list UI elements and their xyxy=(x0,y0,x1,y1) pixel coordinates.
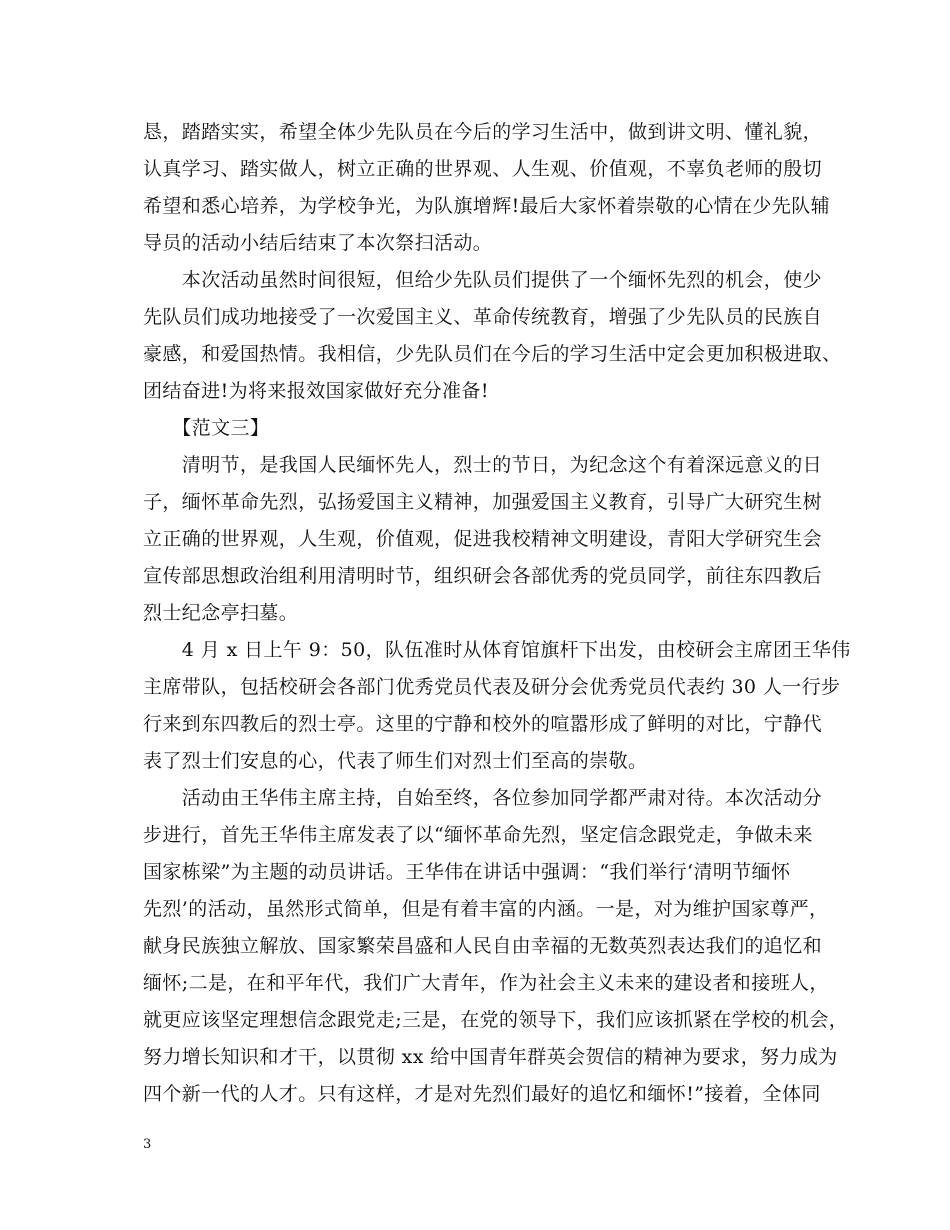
text-line: 国家栋梁”为主题的动员讲话。王华伟在讲话中强调：“我们举行‘清明节缅怀 xyxy=(143,861,791,883)
text-line: 豪感，和爱国热情。我相信，少先队员们在今后的学习生活中定会更加积极进取、 xyxy=(143,343,842,365)
text-line: 4 月 x 日上午 9：50，队伍准时从体育馆旗杆下出发，由校研会主席团王华伟 xyxy=(143,639,851,661)
text-line: 宣传部思想政治组利用清明时节，组织研会各部优秀的党员同学，前往东四教后 xyxy=(143,565,823,587)
text-line: 表了烈士们安息的心，代表了师生们对烈士们至高的崇敬。 xyxy=(143,750,648,772)
text-line: 努力增长知识和才干，以贯彻 xx 给中国青年群英会贺信的精神为要求，努力成为 xyxy=(143,1046,838,1068)
text-line: 行来到东四教后的烈士亭。这里的宁静和校外的喧嚣形成了鲜明的对比，宁静代 xyxy=(143,713,823,735)
text-line: 子，缅怀革命先烈，弘扬爱国主义精神，加强爱国主义教育，引导广大研究生树 xyxy=(143,491,823,513)
text-line: 导员的活动小结后结束了本次祭扫活动。 xyxy=(143,232,493,254)
text-line: 团结奋进!为将来报效国家做好充分准备! xyxy=(143,380,489,402)
page-number: 3 xyxy=(143,1137,152,1152)
text-line: 立正确的世界观，人生观，价值观，促进我校精神文明建设，青阳大学研究生会 xyxy=(143,528,823,550)
text-line: 先队员们成功地接受了一次爱国主义、革命传统教育，增强了少先队员的民族自 xyxy=(143,306,823,328)
text-line: 主席带队，包括校研会各部门优秀党员代表及研分会优秀党员代表约 30 人一行步 xyxy=(143,676,841,698)
section-heading: 【范文三】 xyxy=(143,417,270,439)
text-line: 认真学习、踏实做人，树立正确的世界观、人生观、价值观，不辜负老师的殷切 xyxy=(143,158,823,180)
text-line: 缅怀;二是，在和平年代，我们广大青年，作为社会主义未来的建设者和接班人， xyxy=(143,972,829,994)
text-line: 活动由王华伟主席主持，自始至终，各位参加同学都严肃对待。本次活动分 xyxy=(143,787,823,809)
text-line: 先烈’的活动，虽然形式简单，但是有着丰富的内涵。一是，对为维护国家尊严， xyxy=(143,898,829,920)
text-line: 恳，踏踏实实，希望全体少先队员在今后的学习生活中，做到讲文明、懂礼貌， xyxy=(143,121,823,143)
text-line: 清明节，是我国人民缅怀先人，烈士的节日，为纪念这个有着深远意义的日 xyxy=(143,454,823,476)
text-line: 本次活动虽然时间很短，但给少先队员们提供了一个缅怀先烈的机会，使少 xyxy=(143,269,823,291)
text-line: 步进行，首先王华伟主席发表了以“缅怀革命先烈，坚定信念跟党走，争做未来 xyxy=(143,824,813,846)
text-line: 四个新一代的人才。只有这样，才是对先烈们最好的追忆和缅怀!”接着，全体同 xyxy=(143,1083,821,1105)
text-line: 献身民族独立解放、国家繁荣昌盛和人民自由幸福的无数英烈表达我们的追忆和 xyxy=(143,935,823,957)
text-line: 就更应该坚定理想信念跟党走;三是，在党的领导下，我们应该抓紧在学校的机会， xyxy=(143,1009,849,1031)
text-line: 烈士纪念亭扫墓。 xyxy=(143,602,299,624)
text-line: 希望和悉心培养，为学校争光，为队旗增辉!最后大家怀着崇敬的心情在少先队辅 xyxy=(143,195,831,217)
